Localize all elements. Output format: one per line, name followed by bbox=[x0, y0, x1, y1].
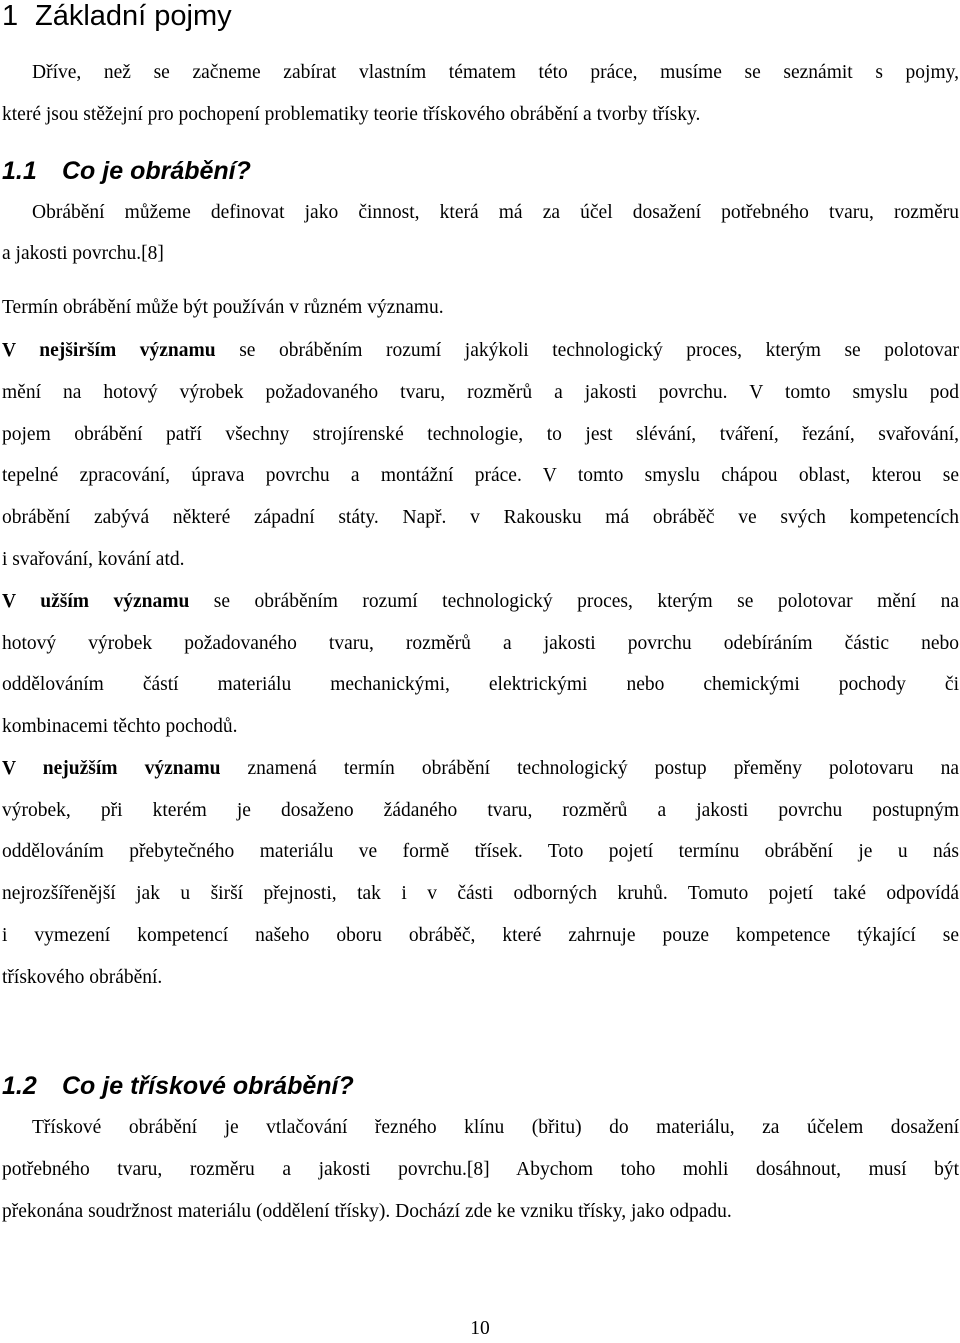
p-nejuzsi-line-2: výrobek, při kterém je dosaženo žádaného tvaru, rozměrů a jakosti povrchu postupným bbox=[2, 800, 959, 821]
p-nejuzsi-line-1 bbox=[2, 757, 959, 781]
p-sirsi-line-4: tepelné zpracování, úprava povrchu a montážní práce. V tomto smyslu chápou oblast, kterou se bbox=[2, 465, 959, 486]
p-sirsi-line-5: obrábění zabývá některé západní státy. Např. v Rakousku má obráběč ve svých kompetencích bbox=[2, 507, 959, 528]
s12-line-3: překonána soudržnost materiálu (oddělení třísky). Dochází zde ke vzniku třísky, jako odpadu. bbox=[2, 1201, 732, 1222]
page-number: 10 bbox=[470, 1318, 490, 1339]
chapter-title: Základní pojmy bbox=[35, 0, 232, 32]
bold-term: V nejužším významu bbox=[2, 758, 221, 779]
p-uzsi-line-1 bbox=[2, 590, 959, 614]
chapter-number: 1 bbox=[2, 0, 19, 32]
p-uzsi-line-4: kombinacemi těchto pochodů. bbox=[2, 716, 238, 737]
p-nejuzsi-line-3: oddělováním přebytečného materiálu ve formě třísek. Toto pojetí termínu obrábění je u nás bbox=[2, 841, 959, 862]
section-heading-1-2 bbox=[2, 1069, 354, 1103]
bold-term: V užším významu bbox=[2, 591, 190, 612]
s11-line-1: Obrábění můžeme definovat jako činnost, která má za účel dosažení potřebného tvaru, rozměru bbox=[32, 202, 959, 223]
p-nejuzsi-line-5: i vymezení kompetencí našeho oboru obráběč, které zahrnuje pouze kompetence týkající se bbox=[2, 925, 959, 946]
p-nejuzsi-line-6: třískového obrábění. bbox=[2, 967, 163, 988]
text-span: se obráběním rozumí technologický proces, kterým se polotovar mění na bbox=[189, 591, 959, 612]
intro-line-2: které jsou stěžejní pro pochopení problematiky teorie třískového obrábění a tvorby třísky. bbox=[2, 104, 701, 125]
s12-line-1: Třískové obrábění je vtlačování řezného klínu (břitu) do materiálu, za účelem dosažení bbox=[32, 1117, 959, 1138]
p-uzsi-line-2: hotový výrobek požadovaného tvaru, rozměrů a jakosti povrchu odebíráním částic nebo bbox=[2, 633, 959, 654]
s11-line-2: a jakosti povrchu.[8] bbox=[2, 243, 164, 264]
p-sirsi-line-2: mění na hotový výrobek požadovaného tvaru, rozměrů a jakosti povrchu. V tomto smyslu pod bbox=[2, 382, 959, 403]
p-sirsi-line-6: i svařování, kování atd. bbox=[2, 549, 185, 570]
p-nejuzsi-line-4: nejrozšířenější jak u širší přejnosti, tak i v části odborných kruhů. Tomuto pojetí také odpovídá bbox=[2, 883, 959, 904]
p-sirsi-line-3: pojem obrábění patří všechny strojírenské technologie, to jest slévání, tváření, řezání, svařování, bbox=[2, 424, 959, 445]
intro-line-1: Dříve, než se začneme zabírat vlastním tématem této práce, musíme se seznámit s pojmy, bbox=[32, 62, 959, 83]
bold-term: V nejširším významu bbox=[2, 340, 216, 361]
s11-line-3: Termín obrábění může být používán v různém významu. bbox=[2, 297, 444, 318]
section-title: Co je třískové obrábění? bbox=[62, 1072, 354, 1100]
section-heading-1-1 bbox=[2, 154, 251, 188]
text-span: se obráběním rozumí jakýkoli technologický proces, kterým se polotovar bbox=[215, 340, 959, 361]
section-number: 1.1 bbox=[2, 157, 37, 185]
text-span: znamená termín obrábění technologický postup přeměny polotovaru na bbox=[220, 758, 959, 779]
chapter-heading bbox=[2, 0, 232, 36]
p-uzsi-line-3: oddělováním částí materiálu mechanickými, elektrickými nebo chemickými pochody či bbox=[2, 674, 959, 695]
section-title: Co je obrábění? bbox=[62, 157, 251, 185]
section-number: 1.2 bbox=[2, 1072, 37, 1100]
s12-line-2: potřebného tvaru, rozměru a jakosti povrchu.[8] Abychom toho mohli dosáhnout, musí být bbox=[2, 1159, 959, 1180]
p-sirsi-line-1 bbox=[2, 339, 959, 363]
